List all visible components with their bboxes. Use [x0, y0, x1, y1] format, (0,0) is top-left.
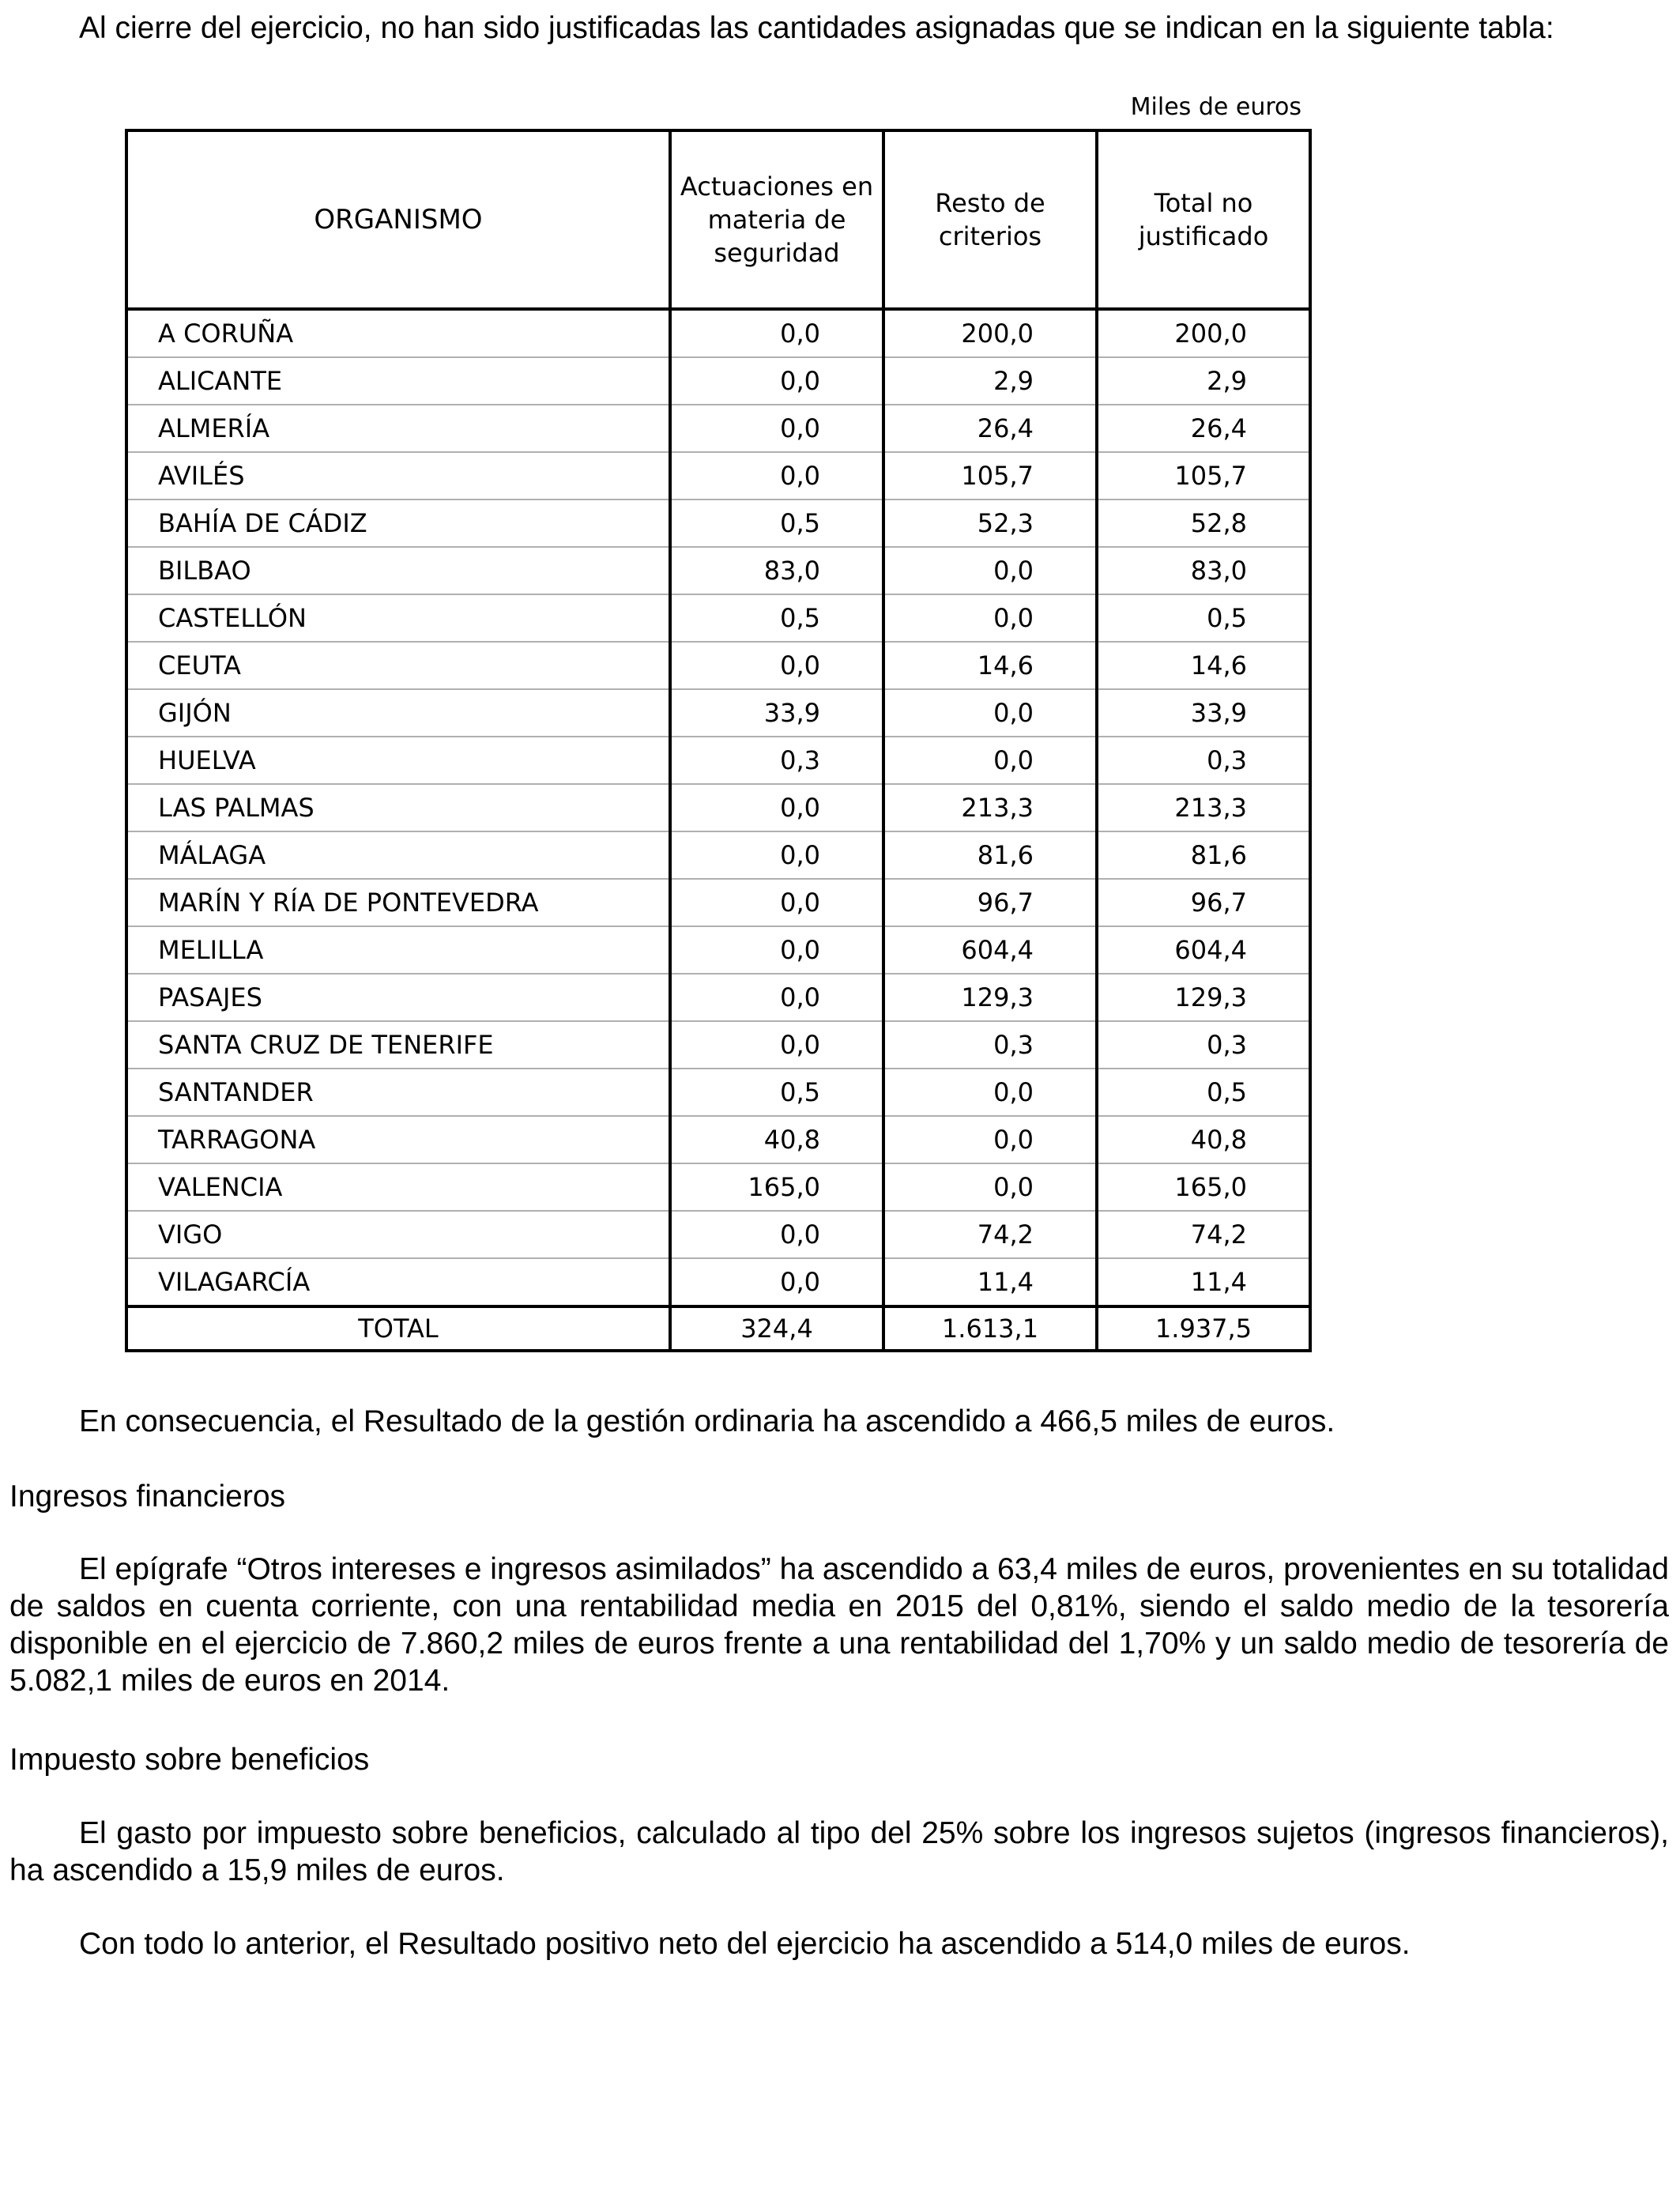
table-row — [126, 1211, 1310, 1258]
total-label: TOTAL — [126, 1306, 670, 1351]
cell-total-no-justificado: 81,6 — [1097, 831, 1310, 879]
cell-total-no-justificado: 33,9 — [1097, 689, 1310, 737]
cell-total-no-justificado: 14,6 — [1097, 642, 1310, 689]
cell-actuaciones-seguridad: 0,3 — [670, 737, 883, 784]
cell-total-no-justificado: 40,8 — [1097, 1116, 1310, 1163]
cell-organismo: SANTA CRUZ DE TENERIFE — [126, 1021, 670, 1069]
income-tax-heading: Impuesto sobre beneficios — [9, 1743, 370, 1777]
cell-total-no-justificado: 604,4 — [1097, 926, 1310, 974]
cell-actuaciones-seguridad: 0,0 — [670, 926, 883, 974]
cell-organismo: MARÍN Y RÍA DE PONTEVEDRA — [126, 879, 670, 926]
cell-actuaciones-seguridad: 40,8 — [670, 1116, 883, 1163]
cell-total-no-justificado: 105,7 — [1097, 452, 1310, 499]
cell-resto-criterios: 2,9 — [883, 357, 1097, 405]
cell-resto-criterios: 0,0 — [883, 594, 1097, 642]
table-row — [126, 1021, 1310, 1069]
table-units-label: Miles de euros — [1130, 93, 1301, 121]
cell-resto-criterios: 11,4 — [883, 1258, 1097, 1306]
cell-organismo: TARRAGONA — [126, 1116, 670, 1163]
header-resto-criterios: Resto de criterios — [883, 130, 1097, 309]
cell-resto-criterios: 0,0 — [883, 547, 1097, 594]
financial-income-paragraph: El epígrafe “Otros intereses e ingresos asimilados” ha ascendido a 63,4 miles de euros, provenientes en su totalidad de saldos en cuenta corriente, con una rentabilidad media en 2015 del 0,81%, siendo el saldo medio de la tesorería disponible en el ejercicio de 7.860,2 miles de euros frente a una rentabilidad del 1,70% y un saldo medio de tesorería de 5.082,1 miles de euros en 2014. — [9, 1552, 1669, 1698]
cell-actuaciones-seguridad: 0,0 — [670, 879, 883, 926]
cell-total-no-justificado: 11,4 — [1097, 1258, 1310, 1306]
cell-actuaciones-seguridad: 0,0 — [670, 831, 883, 879]
cell-actuaciones-seguridad: 0,0 — [670, 974, 883, 1021]
cell-resto-criterios: 0,0 — [883, 737, 1097, 784]
table-row — [126, 405, 1310, 452]
cell-organismo: AVILÉS — [126, 452, 670, 499]
cell-actuaciones-seguridad: 83,0 — [670, 547, 883, 594]
cell-resto-criterios: 105,7 — [883, 452, 1097, 499]
cell-actuaciones-seguridad: 165,0 — [670, 1163, 883, 1211]
cell-total-no-justificado: 0,5 — [1097, 594, 1310, 642]
cell-organismo: VIGO — [126, 1211, 670, 1258]
cell-resto-criterios: 200,0 — [883, 309, 1097, 357]
table-row — [126, 831, 1310, 879]
total-total-no-justificado: 1.937,5 — [1097, 1306, 1310, 1351]
cell-resto-criterios: 0,0 — [883, 1116, 1097, 1163]
result-paragraph: En consecuencia, el Resultado de la gestión ordinaria ha ascendido a 466,5 miles de euros. — [79, 1404, 1335, 1438]
table-row — [126, 357, 1310, 405]
cell-resto-criterios: 26,4 — [883, 405, 1097, 452]
cell-organismo: ALICANTE — [126, 357, 670, 405]
cell-actuaciones-seguridad: 0,0 — [670, 357, 883, 405]
cell-total-no-justificado: 213,3 — [1097, 784, 1310, 831]
table-row — [126, 926, 1310, 974]
income-tax-paragraph: El gasto por impuesto sobre beneficios, calculado al tipo del 25% sobre los ingresos sujetos (ingresos financieros), ha ascendido a 15,9 miles de euros. — [9, 1816, 1669, 1887]
table-row — [126, 689, 1310, 737]
table-row — [126, 547, 1310, 594]
cell-actuaciones-seguridad: 0,5 — [670, 594, 883, 642]
cell-organismo: MELILLA — [126, 926, 670, 974]
table-row — [126, 1069, 1310, 1116]
cell-total-no-justificado: 0,3 — [1097, 737, 1310, 784]
cell-resto-criterios: 0,0 — [883, 1163, 1097, 1211]
cell-resto-criterios: 0,3 — [883, 1021, 1097, 1069]
cell-total-no-justificado: 129,3 — [1097, 974, 1310, 1021]
cell-organismo: PASAJES — [126, 974, 670, 1021]
table-row — [126, 642, 1310, 689]
cell-organismo: MÁLAGA — [126, 831, 670, 879]
cell-actuaciones-seguridad: 0,0 — [670, 452, 883, 499]
cell-actuaciones-seguridad: 0,0 — [670, 642, 883, 689]
table-row — [126, 1258, 1310, 1306]
cell-total-no-justificado: 83,0 — [1097, 547, 1310, 594]
cell-total-no-justificado: 96,7 — [1097, 879, 1310, 926]
cell-actuaciones-seguridad: 0,0 — [670, 309, 883, 357]
table-row — [126, 737, 1310, 784]
cell-actuaciones-seguridad: 33,9 — [670, 689, 883, 737]
table-row — [126, 452, 1310, 499]
cell-resto-criterios: 0,0 — [883, 689, 1097, 737]
cell-resto-criterios: 604,4 — [883, 926, 1097, 974]
header-actuaciones-seguridad: Actuaciones en materia de seguridad — [670, 130, 883, 309]
cell-total-no-justificado: 200,0 — [1097, 309, 1310, 357]
cell-actuaciones-seguridad: 0,0 — [670, 1258, 883, 1306]
cell-total-no-justificado: 0,5 — [1097, 1069, 1310, 1116]
cell-resto-criterios: 74,2 — [883, 1211, 1097, 1258]
cell-total-no-justificado: 2,9 — [1097, 357, 1310, 405]
cell-total-no-justificado: 52,8 — [1097, 499, 1310, 547]
net-result-paragraph: Con todo lo anterior, el Resultado positivo neto del ejercicio ha ascendido a 514,0 miles de euros. — [79, 1927, 1411, 1961]
cell-actuaciones-seguridad: 0,5 — [670, 1069, 883, 1116]
cell-total-no-justificado: 0,3 — [1097, 1021, 1310, 1069]
cell-organismo: A CORUÑA — [126, 309, 670, 357]
cell-resto-criterios: 96,7 — [883, 879, 1097, 926]
table-header-row — [126, 130, 1310, 309]
total-actuaciones-seguridad: 324,4 — [670, 1306, 883, 1351]
cell-resto-criterios: 129,3 — [883, 974, 1097, 1021]
cell-organismo: LAS PALMAS — [126, 784, 670, 831]
table-row — [126, 594, 1310, 642]
cell-organismo: CEUTA — [126, 642, 670, 689]
cell-organismo: VALENCIA — [126, 1163, 670, 1211]
table-total-row — [126, 1306, 1310, 1351]
cell-resto-criterios: 0,0 — [883, 1069, 1097, 1116]
header-total-no-justificado: Total no justificado — [1097, 130, 1310, 309]
cell-actuaciones-seguridad: 0,0 — [670, 784, 883, 831]
table-row — [126, 974, 1310, 1021]
cell-resto-criterios: 14,6 — [883, 642, 1097, 689]
cell-actuaciones-seguridad: 0,0 — [670, 405, 883, 452]
cell-organismo: CASTELLÓN — [126, 594, 670, 642]
cell-actuaciones-seguridad: 0,5 — [670, 499, 883, 547]
cell-resto-criterios: 52,3 — [883, 499, 1097, 547]
cell-total-no-justificado: 74,2 — [1097, 1211, 1310, 1258]
cell-organismo: BILBAO — [126, 547, 670, 594]
cell-organismo: GIJÓN — [126, 689, 670, 737]
total-resto-criterios: 1.613,1 — [883, 1306, 1097, 1351]
table-body — [126, 309, 1310, 1351]
cell-total-no-justificado: 26,4 — [1097, 405, 1310, 452]
table-row — [126, 784, 1310, 831]
cell-total-no-justificado: 165,0 — [1097, 1163, 1310, 1211]
unjustified-amounts-table — [125, 129, 1312, 1352]
intro-paragraph: Al cierre del ejercicio, no han sido justificadas las cantidades asignadas que se indican en la siguiente tabla: — [79, 11, 1554, 45]
table-row — [126, 1116, 1310, 1163]
cell-actuaciones-seguridad: 0,0 — [670, 1211, 883, 1258]
cell-organismo: HUELVA — [126, 737, 670, 784]
cell-organismo: ALMERÍA — [126, 405, 670, 452]
table-row — [126, 1163, 1310, 1211]
table-row — [126, 309, 1310, 357]
financial-income-heading: Ingresos financieros — [9, 1480, 286, 1514]
table-row — [126, 499, 1310, 547]
cell-actuaciones-seguridad: 0,0 — [670, 1021, 883, 1069]
cell-resto-criterios: 213,3 — [883, 784, 1097, 831]
cell-organismo: VILAGARCÍA — [126, 1258, 670, 1306]
table-row — [126, 879, 1310, 926]
header-organismo: ORGANISMO — [126, 130, 670, 309]
cell-organismo: BAHÍA DE CÁDIZ — [126, 499, 670, 547]
cell-organismo: SANTANDER — [126, 1069, 670, 1116]
cell-resto-criterios: 81,6 — [883, 831, 1097, 879]
